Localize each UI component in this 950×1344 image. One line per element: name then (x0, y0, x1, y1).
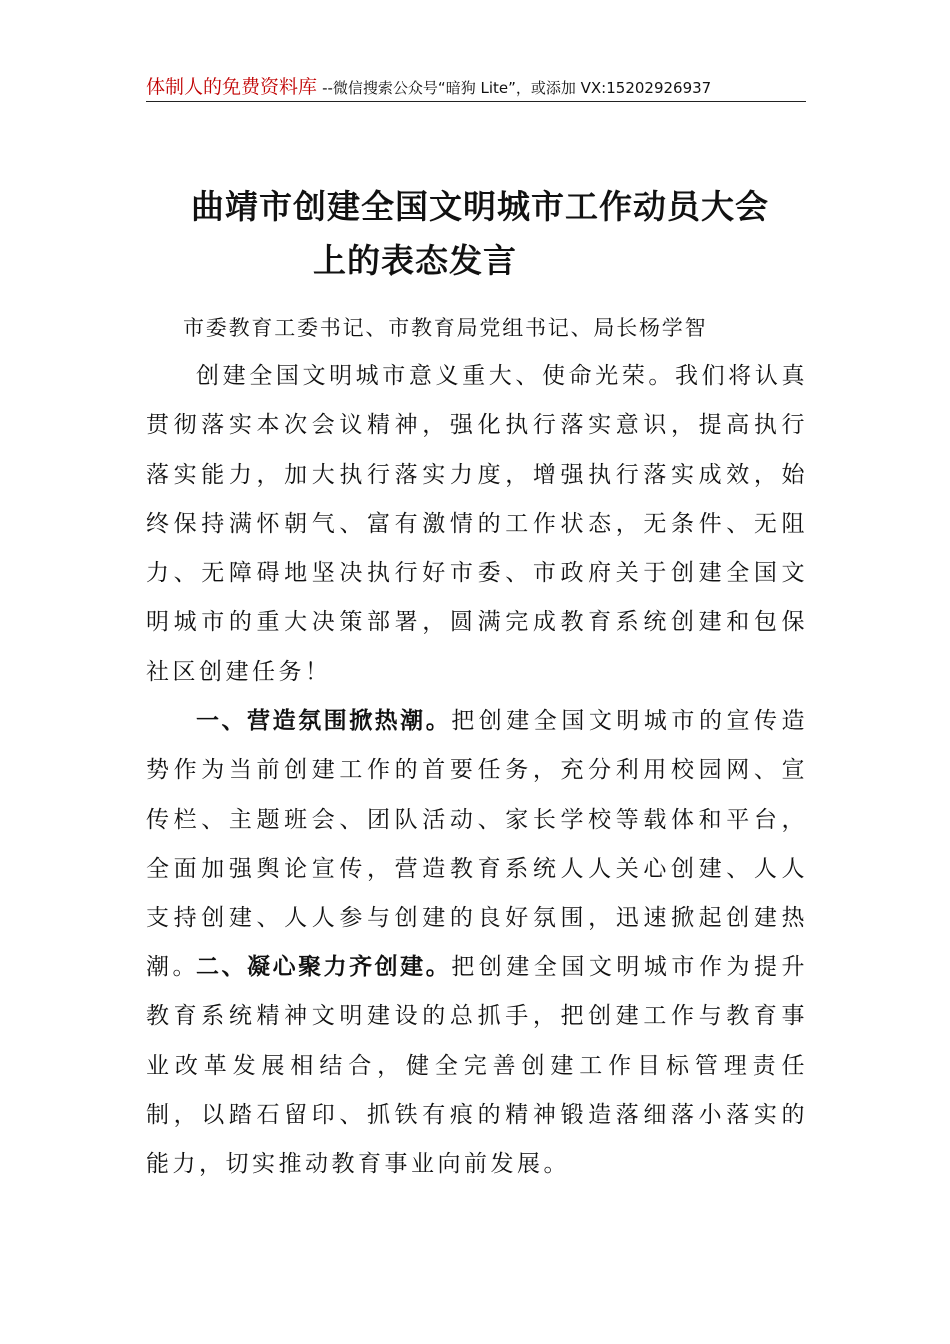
section-2-paragraph (146, 943, 808, 1189)
section-1-heading: 一、营造氛围掀热潮。 (196, 708, 452, 734)
title-line-2: 上的表态发言 (313, 241, 517, 280)
section-2-body: 把创建全国文明城市作为提升教育系统精神文明建设的总抓手，把创建工作与教育事业改革发展相结合，健全完善创建工作目标管理责任制，以踏石留印、抓铁有痕的精神锻造落细落小落实的能力，切实推动教育事业向前发展。 (146, 954, 809, 1178)
author-line: 市委教育工委书记、市教育局党组书记、局长杨学智 (183, 316, 708, 340)
header-brand: 体制人的免费资料库 (146, 76, 318, 98)
title-line-1: 曲靖市创建全国文明城市工作动员大会 (191, 187, 769, 226)
watermark-header (146, 72, 806, 102)
header-note: --微信搜索公众号“暗狗 Lite”，或添加 VX:15202926937 (322, 79, 712, 97)
section-1-body: 把创建全国文明城市的宣传造势作为当前创建工作的首要任务，充分利用校园网、宣传栏、主题班会、团队活动、家长学校等载体和平台，全面加强舆论宣传，营造教育系统人人关心创建、人人支持创建、人人参与创建的良好氛围，迅速掀起创建热潮。 (146, 708, 809, 981)
header-divider (146, 101, 806, 102)
intro-paragraph: 创建全国文明城市意义重大、使命光荣。我们将认真贯彻落实本次会议精神，强化执行落实意识，提高执行落实能力，加大执行落实力度，增强执行落实成效，始终保持满怀朝气、富有激情的工作状态，无条件、无阻力、无障碍地坚决执行好市委、市政府关于创建全国文明城市的重大决策部署，圆满完成教育系统创建和包保社区创建任务！ (146, 363, 808, 685)
document-title (140, 187, 820, 280)
section-2-heading: 二、凝心聚力齐创建。 (196, 954, 452, 980)
